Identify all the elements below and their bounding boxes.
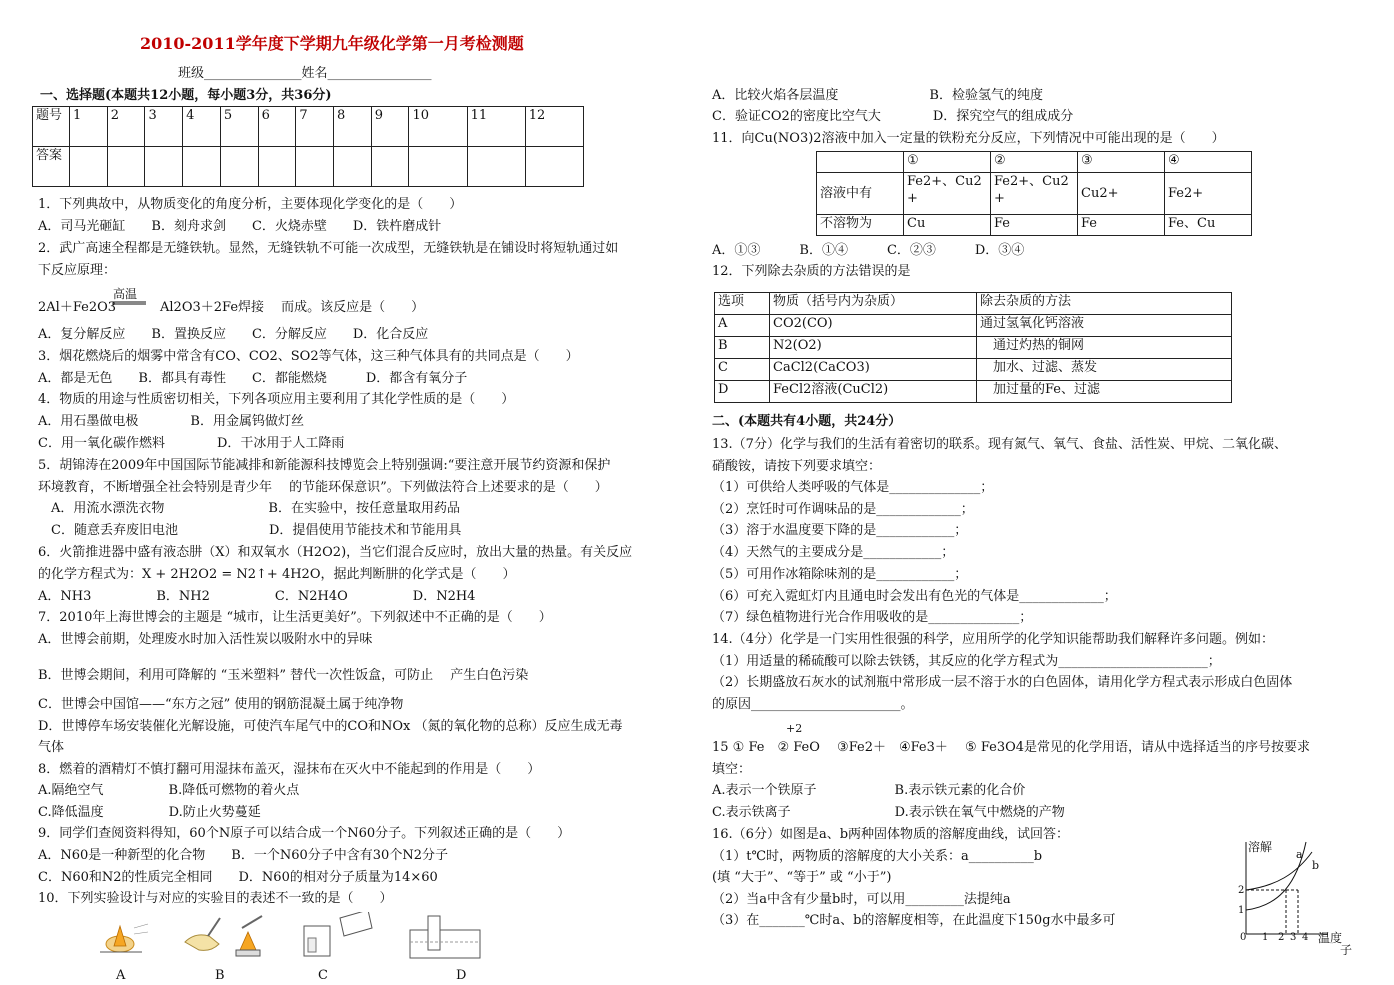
q12-cell: 通过氢氧化钙溶液 — [977, 315, 1232, 337]
q11-cell: Cu2+ — [1078, 173, 1165, 215]
graph-curve-a-label: a — [1296, 848, 1303, 861]
q13-item-1: （1）可供给人类呼吸的气体是______________； — [712, 480, 994, 495]
q11-cell: Fe — [991, 215, 1078, 236]
answer-table — [32, 106, 584, 187]
burner-flame-icon — [236, 916, 262, 956]
q8-options-cd: C.降低温度 D.防止火势蔓延 — [38, 805, 261, 820]
q11-stem: 11．向Cu(NO3)2溶液中加入一定量的铁粉充分反应，下列情况中可能出现的是（ ） — [712, 131, 1225, 146]
graph-y-tick: 1 — [1238, 905, 1245, 916]
q2-stem-cont: 下反应原理： — [38, 263, 117, 278]
answer-cell[interactable] — [258, 147, 296, 187]
equation-arrow-line — [112, 300, 146, 306]
q13-item-3: （3）溶于水温度要下降的是____________； — [712, 523, 968, 538]
q11-table — [816, 151, 1252, 236]
q12-cell: 加水、过滤、蒸发 — [977, 359, 1232, 381]
answer-number-7: 7 — [296, 107, 334, 147]
answer-cell[interactable] — [183, 147, 221, 187]
q1-options: A．司马光砸缸 B．刻舟求剑 C．火烧赤壁 D．铁杵磨成针 — [38, 219, 442, 234]
q10-options-cd: C．验证CO2的密度比空气大 D．探究空气的组成成分 — [712, 109, 1074, 124]
answer-number-11: 11 — [467, 107, 525, 147]
q5-options-cd: C．随意丢弃废旧电池 D．提倡使用节能技术和节能用具 — [38, 523, 462, 538]
q16-item-1-hint: (填 “大于”、“等于” 或 “小于”) — [712, 870, 892, 885]
q13-stem-cont: 硝酸铵，请按下列要求填空： — [712, 459, 882, 474]
q2-equation-condition: 高温 — [113, 287, 138, 301]
q9-options-cd: C．N60和N2的性质完全相同 D．N60的相对分子质量为14×60 — [38, 870, 438, 885]
q5-options-ab: A．用流水漂洗衣物 B．在实验中，按任意量取用药品 — [38, 501, 460, 516]
q16-item-3: （3）在_______℃时a、b的溶解度相等，在此温度下150g水中最多可 — [712, 913, 1116, 928]
q14-item-2-cont: 的原因_______________________。 — [712, 697, 914, 712]
q11-head-empty — [817, 152, 904, 173]
q12-head-method: 除去杂质的方法 — [977, 293, 1232, 315]
q13-item-5: （5）可用作冰箱除味剂的是____________； — [712, 567, 968, 582]
graph-corner-char: 子 — [1340, 943, 1353, 957]
q9-options-ab: A．N60是一种新型的化合物 B．一个N60分子中含有30个N2分子 — [38, 848, 448, 863]
candle-flame-icon — [100, 924, 148, 952]
q16-item-1: （1）t℃时，两物质的溶解度的大小关系：a__________b — [712, 849, 1043, 864]
answer-cell[interactable] — [409, 147, 467, 187]
q15-stem-cont: 填空： — [712, 762, 752, 777]
answer-cell[interactable] — [467, 147, 525, 187]
q14-item-1: （1）用适量的稀硫酸可以除去铁锈，其反应的化学方程式为_______________________； — [712, 654, 1221, 669]
q10-label-c: C — [318, 968, 328, 983]
q7-option-d-cont: 气体 — [38, 740, 65, 755]
graph-x-tick: 4 — [1302, 932, 1309, 943]
q12-cell: 通过灼热的铜网 — [977, 337, 1232, 359]
q16-item-2: （2）当a中含有少量b时，可以用_________法提纯a — [712, 892, 1011, 907]
q13-item-2: （2）烹饪时可作调味品的是_____________； — [712, 502, 974, 517]
section1-heading: 一、选择题(本题共12小题，每小题3分，共36分) — [40, 88, 332, 103]
q7-option-d: D．世博停车场安装催化光解设施，可使汽车尾气中的CO和NOx （氮的氧化物的总称）反应生成无毒 — [38, 719, 623, 734]
graph-x-label: 温度 — [1318, 931, 1343, 945]
q10-experiment-illustrations — [90, 912, 570, 972]
q11-options: A．①③ B．①④ C．②③ D．③④ — [712, 243, 1025, 258]
answer-number-5: 5 — [220, 107, 258, 147]
q11-cell: Fe2+、Cu2+ — [991, 173, 1078, 215]
q2-equation-left: 2Al＋Fe2O3 — [38, 300, 117, 315]
q16-stem: 16.（6分）如图是a、b两种固体物质的溶解度曲线，试回答： — [712, 827, 1070, 842]
q12-head-option: 选项 — [715, 293, 770, 315]
q12-stem: 12．下列除去杂质的方法错误的是 — [712, 264, 911, 279]
beaker-pour-icon — [304, 912, 372, 956]
q11-cell: Fe、Cu — [1165, 215, 1252, 236]
answer-number-4: 4 — [183, 107, 221, 147]
q15-options-ab: A.表示一个铁原子 B.表示铁元素的化合价 — [712, 783, 1026, 798]
q12-cell: 加过量的Fe、过滤 — [977, 381, 1232, 403]
q8-options-ab: A.隔绝空气 B.降低可燃物的着火点 — [38, 783, 300, 798]
q5-stem-cont: 环境教育，不断增强全社会特别是青少年 的节能环保意识”。下列做法符合上述要求的是（ ） — [38, 480, 608, 495]
q7-option-b: B．世博会期间，利用可降解的 “玉米塑料” 替代一次性饭盒，可防止 产生白色污染 — [38, 668, 529, 683]
answer-cell[interactable] — [525, 147, 583, 187]
section2-heading: 二、(本题共有4小题，共24分） — [712, 414, 902, 429]
q9-stem: 9．同学们查阅资料得知，60个N原子可以结合成一个N60分子。下列叙述正确的是（ ） — [38, 826, 571, 841]
q11-head-1: ① — [904, 152, 991, 173]
q14-item-2: （2）长期盛放石灰水的试剂瓶中常形成一层不溶于水的白色固体，请用化学方程式表示形成白色固体 — [712, 675, 1293, 690]
q4-options-ab: A．用石墨做电极 B．用金属钨做灯丝 — [38, 414, 304, 429]
class-name-line: 班级_______________姓名________________ — [178, 66, 432, 81]
q12-cell: FeCl2溶液(CuCl2) — [770, 381, 977, 403]
q10-label-b: B — [215, 968, 225, 983]
q7-option-c: C．世博会中国馆——“东方之冠” 使用的钢筋混凝土属于纯净物 — [38, 697, 404, 712]
answer-number-2: 2 — [107, 107, 145, 147]
q10-label-a: A — [116, 968, 126, 983]
q2-equation-right: Al2O3＋2Fe焊接 而成。该反应是（ ） — [160, 300, 425, 315]
graph-y-tick: 2 — [1238, 885, 1245, 896]
q7-option-a: A．世博会前期，处理废水时加入活性炭以吸附水中的异味 — [38, 632, 373, 647]
q2-options: A．复分解反应 B．置换反应 C．分解反应 D．化合反应 — [38, 327, 429, 342]
answer-number-12: 12 — [525, 107, 583, 147]
q11-cell: Fe2+、Cu2+ — [904, 173, 991, 215]
answer-number-8: 8 — [334, 107, 372, 147]
q6-stem: 6．火箭推进器中盛有液态肼（X）和双氧水（H2O2)，当它们混合反应时，放出大量的热量。有关反应 — [38, 545, 633, 560]
q11-cell: Fe — [1078, 215, 1165, 236]
q5-stem: 5．胡锦涛在2009年中国国际节能减排和新能源科技博览会上特别强调:“要注意开展节约资源和保护 — [38, 458, 611, 473]
q11-cell: Fe2+ — [1165, 173, 1252, 215]
answer-cell[interactable] — [371, 147, 409, 187]
q10-label-d: D — [456, 968, 467, 983]
q13-item-4: （4）天然气的主要成分是____________； — [712, 545, 955, 560]
q7-stem: 7．2010年上海世博会的主题是 “城市，让生活更美好”。下列叙述中不正确的是（ ） — [38, 610, 552, 625]
q11-head-4: ④ — [1165, 152, 1252, 173]
water-trough-icon — [410, 916, 480, 958]
q3-stem: 3．烟花燃烧后的烟雾中常含有CO、CO2、SO2等气体，这三种气体具有的共同点是（ ） — [38, 349, 579, 364]
q13-stem: 13.（7分）化学与我们的生活有着密切的联系。现有氮气、氧气、食盐、活性炭、甲烷、二氧化碳、 — [712, 437, 1287, 452]
q10-options-ab: A．比较火焰各层温度 B．检验氢气的纯度 — [712, 88, 1043, 103]
q2-stem: 2．武广高速全程都是无缝铁轨。显然，无缝铁轨不可能一次成型，无缝铁轨是在铺设时将短轨通过如 — [38, 241, 619, 256]
graph-x-tick: 2 — [1278, 932, 1285, 943]
q4-options-cd: C．用一氧化碳作燃料 D．干冰用于人工降雨 — [38, 436, 345, 451]
answer-cell[interactable] — [334, 147, 372, 187]
q11-row-insoluble-label: 不溶物为 — [817, 215, 904, 236]
answer-number-6: 6 — [258, 107, 296, 147]
answer-number-10: 10 — [409, 107, 467, 147]
answer-number-1: 1 — [70, 107, 108, 147]
q12-cell: CO2(CO) — [770, 315, 977, 337]
answer-table-label-number: 题号 — [33, 107, 70, 147]
answer-cell[interactable] — [220, 147, 258, 187]
q13-item-7: （7）绿色植物进行光合作用吸收的是______________； — [712, 610, 1033, 625]
q8-stem: 8．燃着的酒精灯不慎打翻可用湿抹布盖灭，湿抹布在灭火中不能起到的作用是（ ） — [38, 762, 541, 777]
q11-row-solution-label: 溶液中有 — [817, 173, 904, 215]
q12-table — [714, 292, 1232, 403]
page-title: 2010-2011学年度下学期九年级化学第一月考检测题 — [140, 34, 524, 53]
answer-cell[interactable] — [296, 147, 334, 187]
answer-cell[interactable] — [70, 147, 108, 187]
q12-cell: B — [715, 337, 770, 359]
q12-cell: CaCl2(CaCO3) — [770, 359, 977, 381]
q14-stem: 14.（4分）化学是一门实用性很强的科学，应用所学的化学知识能帮助我们解释许多问题。例如： — [712, 632, 1274, 647]
q15-stem: 15 ① Fe ② FeO ③Fe2＋ ④Fe3＋ ⑤ Fe3O4是常见的化学用语，请从中选择适当的序号按要求 — [712, 740, 1311, 755]
answer-table-label-answer: 答案 — [33, 147, 70, 187]
q12-head-substance: 物质（括号内为杂质） — [770, 293, 977, 315]
q10-stem: 10．下列实验设计与对应的实验目的表述不一致的是（ ） — [38, 891, 393, 906]
q15-valence-mark: +2 — [786, 722, 803, 735]
q15-options-cd: C.表示铁离子 D.表示铁在氧气中燃烧的产物 — [712, 805, 1065, 820]
q6-options: A．NH3 B．NH2 C．N2H4O D．N2H4 — [38, 589, 476, 604]
q13-item-6: （6）可充入霓虹灯内且通电时会发出有色光的气体是_____________； — [712, 589, 1117, 604]
q11-cell: Cu — [904, 215, 991, 236]
q12-cell: C — [715, 359, 770, 381]
q1-stem: 1．下列典故中，从物质变化的角度分析，主要体现化学变化的是（ ） — [38, 197, 463, 212]
graph-y-label: 溶解 — [1248, 840, 1273, 854]
graph-curve-b-label: b — [1312, 859, 1320, 872]
q6-stem-cont: 的化学方程式为：X + 2H2O2 = N2↑+ 4H2O，据此判断肼的化学式是（ ） — [38, 567, 516, 582]
graph-x-tick: 1 — [1262, 932, 1269, 943]
q12-cell: A — [715, 315, 770, 337]
q12-cell: D — [715, 381, 770, 403]
hand-test-tube-icon — [185, 918, 220, 950]
q12-cell: N2(O2) — [770, 337, 977, 359]
answer-number-3: 3 — [145, 107, 183, 147]
answer-number-9: 9 — [371, 107, 409, 147]
q3-options: A．都是无色 B．都具有毒性 C．都能燃烧 D．都含有氧分子 — [38, 371, 468, 386]
answer-cell[interactable] — [107, 147, 145, 187]
answer-cell[interactable] — [145, 147, 183, 187]
graph-x-tick: 3 — [1290, 932, 1297, 943]
q4-stem: 4．物质的用途与性质密切相关，下列各项应用主要利用了其化学性质的是（ ） — [38, 392, 515, 407]
q11-head-2: ② — [991, 152, 1078, 173]
graph-x-tick: 0 — [1240, 932, 1247, 943]
q11-head-3: ③ — [1078, 152, 1165, 173]
